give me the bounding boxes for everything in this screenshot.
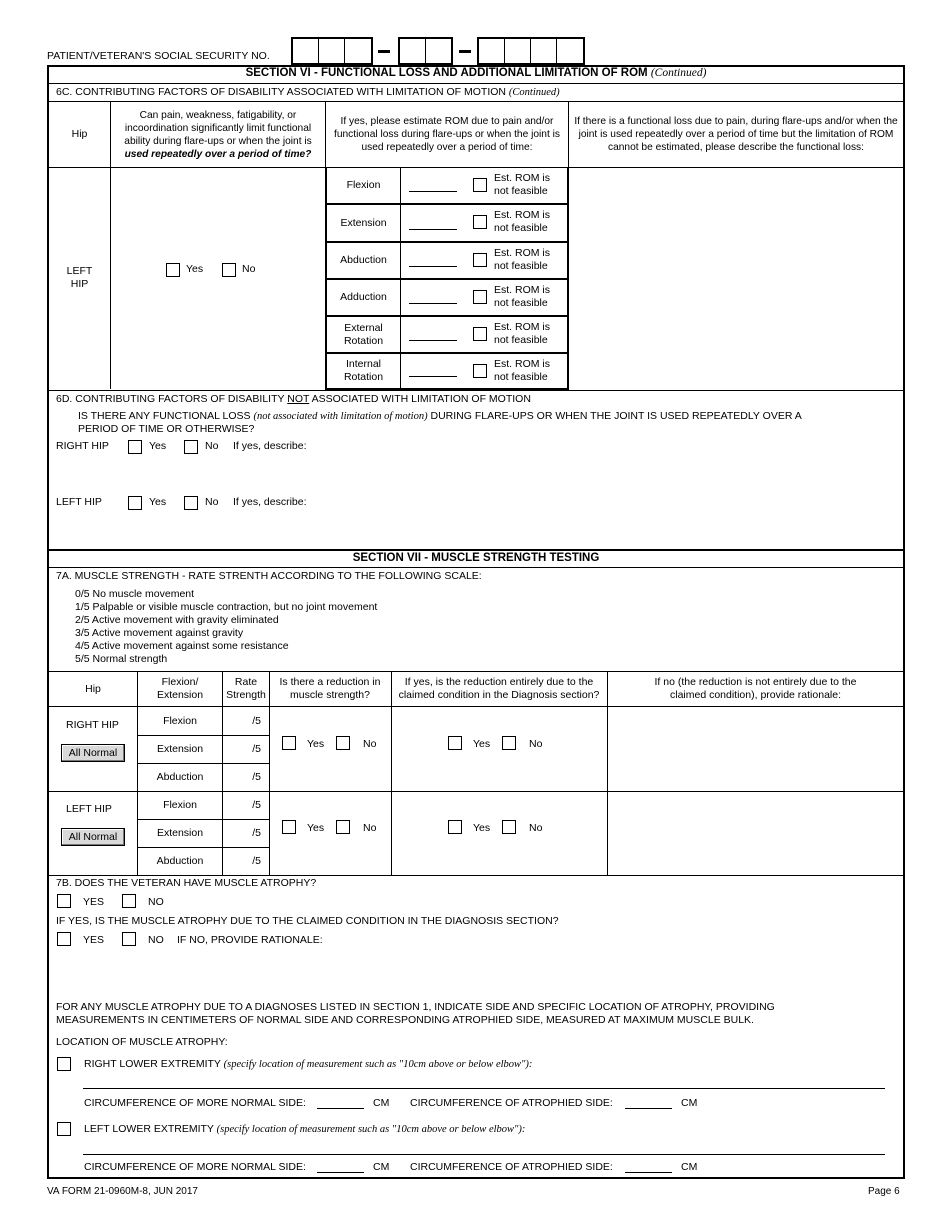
rom-not-feasible-label: Est. ROM is not feasible bbox=[494, 247, 551, 272]
col-due-header: If yes, is the reduction entirely due to the claimed condition in the Diagnosis section? bbox=[398, 676, 600, 701]
page-number: Page 6 bbox=[868, 1186, 900, 1197]
motion-label: Abduction bbox=[340, 254, 387, 266]
yes-label: Yes bbox=[307, 822, 325, 834]
ssn-dash-2 bbox=[459, 50, 471, 53]
section6-title: SECTION VI - FUNCTIONAL LOSS AND ADDITIONAL LIMITATION OF ROM (Continued) bbox=[245, 67, 707, 79]
if-yes-describe-label: If yes, describe: bbox=[233, 440, 307, 452]
yes-label: YES bbox=[83, 934, 105, 946]
section6-title-continued: (Continued) bbox=[650, 67, 707, 79]
no-label: No bbox=[242, 263, 256, 275]
no-label: No bbox=[529, 822, 543, 834]
q6d-label: 6D. CONTRIBUTING FACTORS OF DISABILITY NOT ASSOCIATED WITH LIMITATION OF MOTION bbox=[56, 393, 531, 405]
rom-not-feasible-checkbox[interactable] bbox=[473, 364, 487, 378]
section7-title: SECTION VII - MUSCLE STRENGTH TESTING bbox=[352, 552, 600, 564]
scale-item: 1/5 Palpable or visible muscle contraction, but no joint movement bbox=[75, 601, 378, 613]
rom-estimate-field[interactable] bbox=[409, 266, 457, 267]
rom-estimate-field[interactable] bbox=[409, 376, 457, 377]
no-label: No bbox=[363, 822, 377, 834]
yes-label: Yes bbox=[186, 263, 204, 275]
rom-not-feasible-label: Est. ROM is not feasible bbox=[494, 172, 551, 197]
rom-estimate-field[interactable] bbox=[409, 303, 457, 304]
rom-estimate-field[interactable] bbox=[409, 340, 457, 341]
circ-normal-label: CIRCUMFERENCE OF MORE NORMAL SIDE: bbox=[84, 1161, 306, 1173]
rom-not-feasible-label: Est. ROM is not feasible bbox=[494, 209, 551, 234]
circ-normal-label: CIRCUMFERENCE OF MORE NORMAL SIDE: bbox=[84, 1097, 306, 1109]
atrophy-no-checkbox[interactable] bbox=[122, 894, 136, 908]
q7b-label: 7B. DOES THE VETERAN HAVE MUSCLE ATROPHY? bbox=[56, 877, 317, 889]
rate-strength-field[interactable]: /5 bbox=[252, 798, 261, 811]
col-hip-header: Hip bbox=[85, 682, 101, 695]
left-hip-limit-no-checkbox[interactable] bbox=[222, 263, 236, 277]
left-hip-label: LEFT HIP bbox=[66, 265, 93, 290]
cm-label: CM bbox=[681, 1161, 698, 1173]
col-rationale-header: If no (the reduction is not entirely due to the claimed condition), provide rationale: bbox=[654, 676, 857, 701]
right-hip-reduction-no-checkbox[interactable] bbox=[336, 736, 350, 750]
no-label: No bbox=[205, 496, 219, 508]
movement-label: Flexion bbox=[163, 798, 197, 811]
right-hip-strength-label: RIGHT HIP bbox=[66, 719, 119, 731]
q6c-label: 6C. CONTRIBUTING FACTORS OF DISABILITY ASSOCIATED WITH LIMITATION OF MOTION (Continued) bbox=[56, 86, 560, 98]
motion-label: Flexion bbox=[346, 179, 381, 191]
right-lower-extremity-checkbox[interactable] bbox=[57, 1057, 71, 1071]
form-id: VA FORM 21-0960M-8, JUN 2017 bbox=[47, 1186, 198, 1197]
6d-left-hip-yes-checkbox[interactable] bbox=[128, 496, 142, 510]
movement-label: Abduction bbox=[156, 854, 204, 867]
ssn-field-part2[interactable] bbox=[398, 37, 453, 65]
6d-left-hip-label: LEFT HIP bbox=[56, 496, 102, 508]
if-no-rationale-label: IF NO, PROVIDE RATIONALE: bbox=[177, 934, 323, 946]
rom-estimate-field[interactable] bbox=[409, 191, 457, 192]
scale-item: 3/5 Active movement against gravity bbox=[75, 627, 244, 639]
circ-atrophied-label: CIRCUMFERENCE OF ATROPHIED SIDE: bbox=[410, 1097, 613, 1109]
right-lower-location-field[interactable] bbox=[83, 1088, 885, 1089]
strength-scale-list bbox=[75, 588, 377, 666]
cm-label: CM bbox=[681, 1097, 698, 1109]
movement-label: Extension bbox=[156, 742, 204, 755]
motion-label: Internal Rotation bbox=[343, 358, 384, 383]
motion-label: Adduction bbox=[340, 291, 387, 303]
atrophy-due-no-checkbox[interactable] bbox=[122, 932, 136, 946]
movement-label: Flexion bbox=[163, 714, 197, 727]
6d-left-hip-no-checkbox[interactable] bbox=[184, 496, 198, 510]
motion-label: Extension bbox=[340, 216, 387, 229]
q6d-question: IS THERE ANY FUNCTIONAL LOSS (not associated with limitation of motion) DURING FLARE-UPS OR WHEN THE JOINT IS USED REPEATEDLY OVER A PERIOD OF TIME OR OTHERWISE? bbox=[78, 410, 802, 435]
rom-not-feasible-label: Est. ROM is not feasible bbox=[494, 321, 551, 346]
right-circ-atrophied-field[interactable] bbox=[625, 1108, 672, 1109]
ssn-field-part1[interactable] bbox=[291, 37, 373, 65]
rom-estimate-field[interactable] bbox=[409, 229, 457, 230]
right-hip-due-to-claimed-yes-checkbox[interactable] bbox=[448, 736, 462, 750]
rate-strength-field[interactable]: /5 bbox=[252, 854, 261, 867]
rate-strength-field[interactable]: /5 bbox=[252, 826, 261, 839]
ssn-field-part3[interactable] bbox=[477, 37, 585, 65]
ssn-label: PATIENT/VETERAN'S SOCIAL SECURITY NO. bbox=[47, 50, 270, 62]
right-hip-due-to-claimed-no-checkbox[interactable] bbox=[502, 736, 516, 750]
6d-right-hip-yes-checkbox[interactable] bbox=[128, 440, 142, 454]
yes-label: Yes bbox=[473, 822, 491, 834]
yes-label: Yes bbox=[473, 738, 491, 750]
movement-label: Extension bbox=[156, 826, 204, 839]
rom-not-feasible-checkbox[interactable] bbox=[473, 327, 487, 341]
yes-label: Yes bbox=[149, 440, 167, 452]
rom-not-feasible-label: Est. ROM is not feasible bbox=[494, 358, 551, 383]
right-hip-all-normal-button[interactable]: All Normal bbox=[61, 744, 125, 762]
no-label: No bbox=[363, 738, 377, 750]
movement-label: Abduction bbox=[156, 770, 204, 783]
col-estimate-header: If yes, please estimate ROM due to pain and/or functional loss during flare-ups or when the joint is used repeatedly over a period of time: bbox=[334, 116, 560, 153]
col-hip-header: Hip bbox=[71, 128, 88, 140]
scale-item: 2/5 Active movement with gravity eliminated bbox=[75, 614, 279, 626]
col-describe-header: If there is a functional loss due to pain, during flare-ups and/or when the joint is used repeatedly over a period of time but the limitation of ROM cannot be estimated, please describe the functional loss: bbox=[574, 116, 898, 153]
cm-label: CM bbox=[373, 1161, 390, 1173]
location-label: LOCATION OF MUSCLE ATROPHY: bbox=[56, 1036, 228, 1048]
no-label: NO bbox=[148, 934, 164, 946]
no-label: No bbox=[529, 738, 543, 750]
left-hip-reduction-no-checkbox[interactable] bbox=[336, 820, 350, 834]
6d-right-hip-label: RIGHT HIP bbox=[56, 440, 109, 452]
no-label: NO bbox=[148, 896, 164, 908]
left-lower-extremity-label: LEFT LOWER EXTREMITY (specify location of measurement such as "10cm above or below elbow"): bbox=[84, 1123, 526, 1135]
col-rate-header: Rate Strength bbox=[226, 676, 266, 701]
left-hip-all-normal-button[interactable]: All Normal bbox=[61, 828, 125, 846]
scale-item: 4/5 Active movement against some resistance bbox=[75, 640, 289, 652]
cm-label: CM bbox=[373, 1097, 390, 1109]
rate-strength-field[interactable]: /5 bbox=[252, 770, 261, 783]
col-pain-question: Can pain, weakness, fatigability, or incoordination significantly limit functional ability during flare-ups or when the joint is used repeatedly over a period of time? bbox=[124, 109, 312, 160]
col-reduction-header: Is there a reduction in muscle strength? bbox=[279, 676, 381, 701]
rate-strength-field[interactable]: /5 bbox=[252, 714, 261, 727]
left-hip-reduction-yes-checkbox[interactable] bbox=[282, 820, 296, 834]
left-hip-due-to-claimed-no-checkbox[interactable] bbox=[502, 820, 516, 834]
left-circ-atrophied-field[interactable] bbox=[625, 1172, 672, 1173]
scale-item: 0/5 No muscle movement bbox=[75, 588, 195, 600]
left-lower-location-field[interactable] bbox=[83, 1154, 885, 1155]
scale-item: 5/5 Normal strength bbox=[75, 653, 168, 665]
if-yes-describe-label: If yes, describe: bbox=[233, 496, 307, 508]
yes-label: YES bbox=[83, 896, 105, 908]
yes-label: Yes bbox=[149, 496, 167, 508]
no-label: No bbox=[205, 440, 219, 452]
circ-atrophied-label: CIRCUMFERENCE OF ATROPHIED SIDE: bbox=[410, 1161, 613, 1173]
col-flexext-header: Flexion/ Extension bbox=[156, 676, 204, 701]
ssn-dash-1 bbox=[378, 50, 390, 53]
q7a-label: 7A. MUSCLE STRENGTH - RATE STRENTH ACCORDING TO THE FOLLOWING SCALE: bbox=[56, 570, 482, 582]
left-hip-limit-yes-checkbox[interactable] bbox=[166, 263, 180, 277]
yes-label: Yes bbox=[307, 738, 325, 750]
atrophy-due-yes-checkbox[interactable] bbox=[57, 932, 71, 946]
rom-not-feasible-checkbox[interactable] bbox=[473, 253, 487, 267]
left-circ-normal-field[interactable] bbox=[317, 1172, 364, 1173]
right-circ-normal-field[interactable] bbox=[317, 1108, 364, 1109]
left-hip-due-to-claimed-yes-checkbox[interactable] bbox=[448, 820, 462, 834]
rom-not-feasible-checkbox[interactable] bbox=[473, 178, 487, 192]
left-lower-extremity-checkbox[interactable] bbox=[57, 1122, 71, 1136]
motion-label: External Rotation bbox=[343, 321, 384, 347]
6d-right-hip-no-checkbox[interactable] bbox=[184, 440, 198, 454]
rom-not-feasible-checkbox[interactable] bbox=[473, 215, 487, 229]
rom-not-feasible-checkbox[interactable] bbox=[473, 290, 487, 304]
right-lower-extremity-label: RIGHT LOWER EXTREMITY (specify location of measurement such as "10cm above or below elbow"): bbox=[84, 1058, 533, 1070]
atrophy-yes-checkbox[interactable] bbox=[57, 894, 71, 908]
rate-strength-field[interactable]: /5 bbox=[252, 742, 261, 755]
rom-not-feasible-label: Est. ROM is not feasible bbox=[494, 284, 551, 309]
q7b-due-label: IF YES, IS THE MUSCLE ATROPHY DUE TO THE CLAIMED CONDITION IN THE DIAGNOSIS SECTION? bbox=[56, 915, 559, 927]
left-hip-strength-label: LEFT HIP bbox=[66, 803, 112, 815]
right-hip-reduction-yes-checkbox[interactable] bbox=[282, 736, 296, 750]
atrophy-instructions: FOR ANY MUSCLE ATROPHY DUE TO A DIAGNOSES LISTED IN SECTION 1, INDICATE SIDE AND SPECIFIC LOCATION OF ATROPHY, PROVIDING MEASUREMENTS IN CENTIMETERS OF NORMAL SIDE AND CORRESPONDING ATROPHIED SIDE, MEASURED AT MAXIMUM MUSCLE BULK. bbox=[56, 1001, 775, 1026]
